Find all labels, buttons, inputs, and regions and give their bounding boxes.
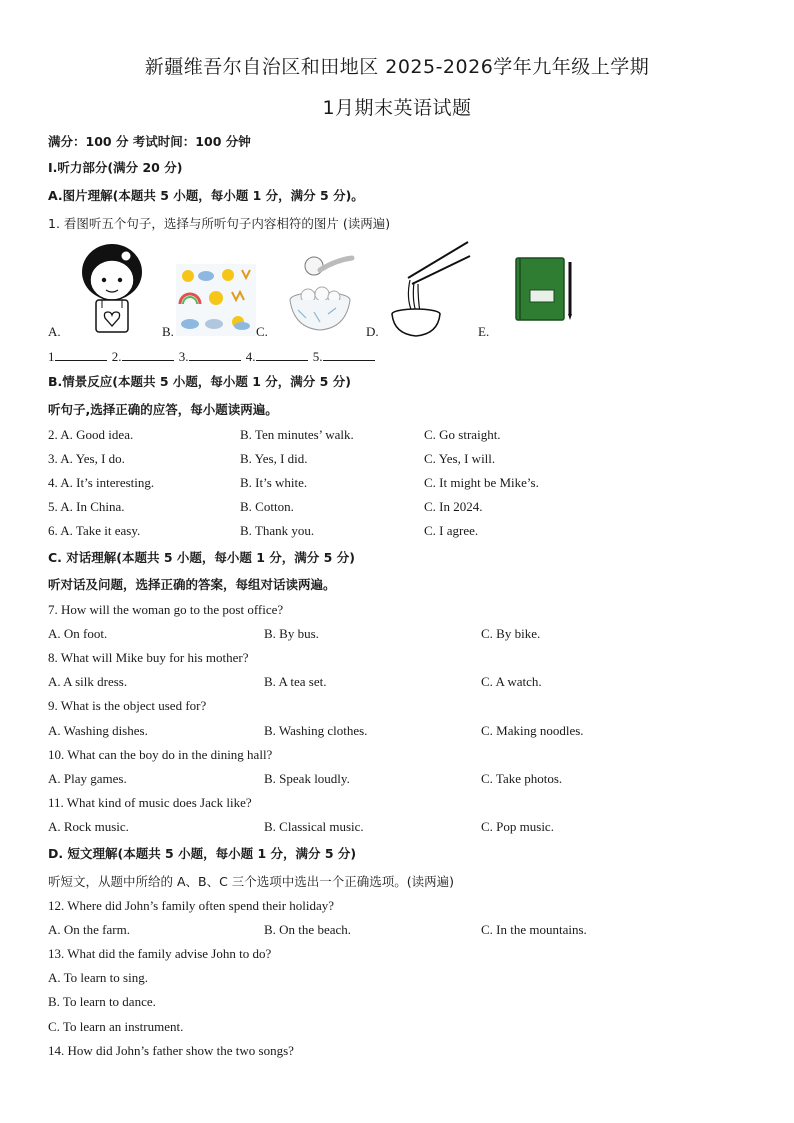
option-c: C. To learn an instrument. xyxy=(48,1019,184,1034)
question-text: 10. What can the boy do in the dining hall? xyxy=(48,747,273,762)
question-text: 7. How will the woman go to the post office? xyxy=(48,602,284,617)
answer-blank[interactable] xyxy=(323,347,375,361)
option-c: C. Yes, I will. xyxy=(424,451,496,466)
option-c: C. In 2024. xyxy=(424,499,483,514)
option-b: B. To learn to dance. xyxy=(48,994,156,1009)
option-b: B. Washing clothes. xyxy=(264,723,368,738)
question-text: 8. What will Mike buy for his mother? xyxy=(48,650,249,665)
option-b: B. It’s white. xyxy=(240,475,308,490)
option-a: A. A silk dress. xyxy=(48,674,128,689)
section-d-heading: D. 短文理解(本题共 5 小题，每小题 1 分，满分 5 分) xyxy=(48,846,357,861)
option-a: A. Play games. xyxy=(48,771,127,786)
question-row xyxy=(0,626,794,642)
option-b: B. Ten minutes’ walk. xyxy=(240,427,354,442)
option-c: C. Take photos. xyxy=(481,771,563,786)
option-b: B. Speak loudly. xyxy=(264,771,350,786)
answer-blank[interactable] xyxy=(256,347,308,361)
option-a: A. To learn to sing. xyxy=(48,970,148,985)
section-d-instruction: 听短文，从题中所给的 A、B、C 三个选项中选出一个正确选项。(读两遍) xyxy=(48,874,455,889)
section-c-heading: C. 对话理解(本题共 5 小题，每小题 1 分，满分 5 分) xyxy=(48,550,355,565)
blank-label: 2. xyxy=(111,349,122,364)
option-a: A. Washing dishes. xyxy=(48,723,148,738)
option-label-c: C. xyxy=(256,324,268,339)
option-c: C. By bike. xyxy=(481,626,541,641)
question-text: 11. What kind of music does Jack like? xyxy=(48,795,252,810)
option-label-d: D. xyxy=(366,324,379,339)
question-text: 12. Where did John’s family often spend their holiday? xyxy=(48,898,335,913)
option-c: C. Pop music. xyxy=(481,819,554,834)
option-a: A. On foot. xyxy=(48,626,108,641)
exam-title-line1: 新疆维吾尔自治区和田地区 2025-2026学年九年级上学期 xyxy=(144,56,650,78)
option-a: 6. A. Take it easy. xyxy=(48,523,141,538)
question-row xyxy=(0,475,794,491)
exam-meta: 满分：100 分 考试时间：100 分钟 xyxy=(48,134,251,149)
answer-blank[interactable] xyxy=(55,347,107,361)
option-c: C. Go straight. xyxy=(424,427,501,442)
option-a: 2. A. Good idea. xyxy=(48,427,134,442)
option-label-a: A. xyxy=(48,324,61,339)
option-b: B. A tea set. xyxy=(264,674,327,689)
answer-blanks xyxy=(48,347,377,365)
question-row xyxy=(0,674,794,690)
option-c: C. In the mountains. xyxy=(481,922,587,937)
noodles-picture xyxy=(388,238,472,338)
option-b: B. Cotton. xyxy=(240,499,294,514)
option-b: B. Thank you. xyxy=(240,523,315,538)
option-c: C. Making noodles. xyxy=(481,723,584,738)
question-row xyxy=(0,523,794,539)
option-a: 3. A. Yes, I do. xyxy=(48,451,125,466)
option-a: A. Rock music. xyxy=(48,819,129,834)
blank-label: 5. xyxy=(312,349,323,364)
exam-title-line2: 1月期末英语试题 xyxy=(322,97,472,119)
answer-blank[interactable] xyxy=(189,347,241,361)
option-label-e: E. xyxy=(478,324,490,339)
question-row xyxy=(0,499,794,515)
option-c: C. A watch. xyxy=(481,674,542,689)
section-a-heading: A.图片理解(本题共 5 小题，每小题 1 分，满分 5 分)。 xyxy=(48,188,364,203)
blank-label: 4. xyxy=(245,349,256,364)
section-b-instruction: 听句子,选择正确的应答，每小题读两遍。 xyxy=(48,402,278,417)
option-a: A. On the farm. xyxy=(48,922,130,937)
girl-picture xyxy=(76,242,148,334)
question-row xyxy=(0,771,794,787)
part1-heading: Ⅰ.听力部分(满分 20 分) xyxy=(48,160,183,175)
weather-chart-picture xyxy=(176,264,256,336)
dumpling-bowl-picture xyxy=(284,252,356,336)
blank-label: 1 xyxy=(48,349,55,364)
option-b: B. By bus. xyxy=(264,626,319,641)
question-row xyxy=(0,451,794,467)
question-text: 13. What did the family advise John to do? xyxy=(48,946,272,961)
section-c-instruction: 听对话及问题，选择正确的答案，每组对话读两遍。 xyxy=(48,577,336,592)
notebook-picture xyxy=(514,256,578,322)
question-row xyxy=(0,819,794,835)
question-row xyxy=(0,427,794,443)
option-b: B. Yes, I did. xyxy=(240,451,308,466)
answer-blank[interactable] xyxy=(122,347,174,361)
option-label-b: B. xyxy=(162,324,174,339)
option-b: B. Classical music. xyxy=(264,819,364,834)
option-a: 5. A. In China. xyxy=(48,499,125,514)
question-row xyxy=(0,723,794,739)
section-b-heading: B.情景反应(本题共 5 小题，每小题 1 分，满分 5 分) xyxy=(48,374,351,389)
blank-label: 3. xyxy=(178,349,189,364)
question-text: 14. How did John’s father show the two songs? xyxy=(48,1043,294,1058)
option-c: C. It might be Mike’s. xyxy=(424,475,539,490)
question-row xyxy=(0,922,794,938)
section-a-instruction: 1. 看图听五个句子，选择与所听句子内容相符的图片 (读两遍) xyxy=(48,216,391,231)
option-b: B. On the beach. xyxy=(264,922,352,937)
question-text: 9. What is the object used for? xyxy=(48,698,207,713)
option-c: C. I agree. xyxy=(424,523,479,538)
option-a: 4. A. It’s interesting. xyxy=(48,475,155,490)
